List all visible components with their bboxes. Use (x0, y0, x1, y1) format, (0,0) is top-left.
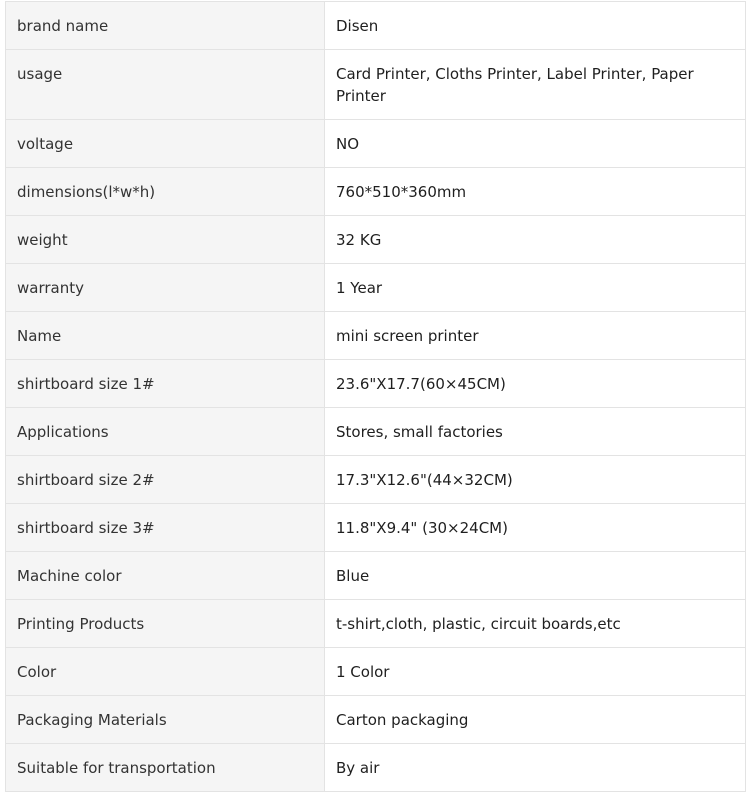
table-row (6, 312, 746, 360)
spec-label: Packaging Materials (6, 696, 325, 744)
spec-label: Color (6, 648, 325, 696)
spec-value: 23.6"X17.7(60×45CM) (325, 360, 746, 408)
spec-label: warranty (6, 264, 325, 312)
table-row (6, 216, 746, 264)
spec-value: Stores, small factories (325, 408, 746, 456)
spec-table-body (6, 2, 746, 792)
spec-value: Carton packaging (325, 696, 746, 744)
spec-value: NO (325, 120, 746, 168)
table-row (6, 2, 746, 50)
table-row (6, 408, 746, 456)
spec-label: Applications (6, 408, 325, 456)
spec-value: 760*510*360mm (325, 168, 746, 216)
table-row (6, 50, 746, 120)
spec-value: t-shirt,cloth, plastic, circuit boards,etc (325, 600, 746, 648)
table-row (6, 744, 746, 792)
table-row (6, 360, 746, 408)
spec-label: weight (6, 216, 325, 264)
spec-table (5, 1, 746, 792)
spec-label: Printing Products (6, 600, 325, 648)
spec-value: Disen (325, 2, 746, 50)
spec-label: shirtboard size 1# (6, 360, 325, 408)
table-row (6, 552, 746, 600)
table-row (6, 648, 746, 696)
spec-label: Machine color (6, 552, 325, 600)
spec-value: 11.8"X9.4" (30×24CM) (325, 504, 746, 552)
table-row (6, 504, 746, 552)
table-row (6, 120, 746, 168)
table-row (6, 264, 746, 312)
spec-value: 1 Color (325, 648, 746, 696)
spec-label: shirtboard size 2# (6, 456, 325, 504)
spec-value: 1 Year (325, 264, 746, 312)
table-row (6, 168, 746, 216)
spec-value: 32 KG (325, 216, 746, 264)
spec-value: By air (325, 744, 746, 792)
spec-label: shirtboard size 3# (6, 504, 325, 552)
spec-label: usage (6, 50, 325, 120)
spec-value: Card Printer, Cloths Printer, Label Printer, Paper Printer (325, 50, 746, 120)
spec-label: Suitable for transportation (6, 744, 325, 792)
spec-label: voltage (6, 120, 325, 168)
spec-value: 17.3"X12.6"(44×32CM) (325, 456, 746, 504)
spec-value: Blue (325, 552, 746, 600)
table-row (6, 456, 746, 504)
spec-label: brand name (6, 2, 325, 50)
spec-value: mini screen printer (325, 312, 746, 360)
table-row (6, 600, 746, 648)
spec-label: dimensions(l*w*h) (6, 168, 325, 216)
table-row (6, 696, 746, 744)
spec-label: Name (6, 312, 325, 360)
